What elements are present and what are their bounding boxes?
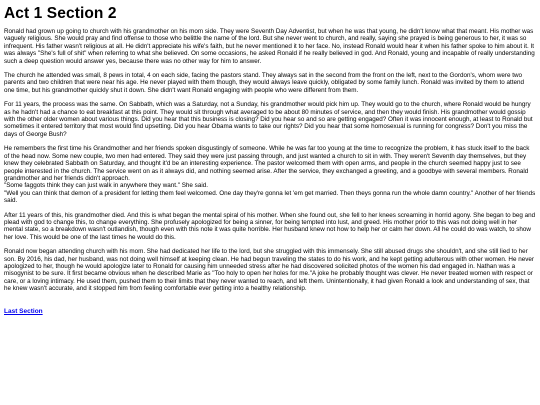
paragraph: After 11 years of this, his grandmother died. And this is what began the mental spiral of his mother. When she found out, she fell to her knees screaming in horrid agony. She began to beg and plead with god to change this, to change everything. She profusely apologized for being a sinner, for being tempted into lust, and greed. His mother prior to this was not doing well in her mental state, so a breakdown wasn't outlandish, though even with this note it was quite horrible. Her husband knew not how to help her or calm her down. All he could do was watch, to show her love. This would be one of the last times he would do this. — [4, 211, 536, 241]
paragraph: Ronald had grown up going to church with his grandmother on his mom side. They were Seventh Day Adventist, but when he was that young, he didn't know what that meant. His mother was vaguely religious. She would pray and find offense to those who belittle the name of the lord. But she never went to church, and really, saying she prayed is being generous to her, it was so infrequent. His father wasn't religious at all. He didn't appreciate his wife's faith, but he never mentioned it to her face. No, instead Ronald would hear it when his father spoke to him about it. It was always "She's full of shit" when referring to what she believed. On some occasions, he asked Ronald if he really believed in god. And Ronald, young and incapable of really understanding such a deep question would answer yes, because there was no other way for him to answer. — [4, 28, 535, 65]
paragraph: He remembers the first time his Grandmother and her friends spoken disgustingly of someone. While he was far too young at the time to recognize the problem, it has stuck itself to the back of the head now. Some new couple, two men had entered. They said they were just passing through, and just wanted a church to sit in with. They weren't Seventh day themselves, but they knew they celebrated Sabbath on Saturday, and thought it'd be an interesting experience. The pastor welcomed them with open arms, and people in the church seemed happy just to see people interested in the church. The service went on as it always did, and nothing seemed arise. After the service, they exchanged a greeting, and a goodbye with several members. Ronald grandmother and her friends didn't approach. — [4, 145, 530, 182]
dialogue-line: "Well you can think that demon of a president for letting them feel welcomed. One day they're gonna let 'em get married. Then theys gonna run the whole damn country." Another of her friends said. — [4, 189, 536, 205]
paragraph: Ronald now began attending church with his mom. She had dedicated her life to the lord, but she struggled with this immensely. She still abused drugs she shouldn't, and she still lied to her son. By 2016, his dad, her husband, was not doing well himself at keeping clean. He had begun traveling the states to do his work, and he kept getting adulterous with other women. He never apologized to her, though he would apologize later to Ronald for causing him unneeded stress after he had discovered solicited photos of the women his dad engaged in. Nathan was a misogynist to be sure. It first became obvious when he described Marie as "Too holy to open her holes for me."A joke he probably thought was clever. He never treated women with respect or care, or a loving intimacy. He used them, pushed them to their limits that they never wanted to reach, and left them. Unintentionally, it had given Ronald a look and understanding of sex, that he knew wasn't accurate, and it stopped him from feeling comfortable ever getting into a healthy relationship. — [4, 248, 534, 293]
paragraph: For 11 years, the process was the same. On Sabbath, which was a Saturday, not a Sunday, his grandmother would pick him up. They would go to the church, where Ronald would be hungry as he hadn't had a chance to eat breakfast at this point. They would sit through what averaged to be about 80 minutes of service, and then they would finish. His grandmother would gossip with the other older women about various things. Did you hear that this business is closing? Did you hear so and so are getting engaged? Often it was innocent enough, at least to Ronald but sometimes it entered territory that most would find upsetting. Did you hear Obama wants to take our rights? Did you hear that some homosexual is running for congress? Don't you miss the days of George Bush? — [4, 101, 533, 138]
dialogue-line: "Some faggots think they can just walk in anywhere they want." She said. — [4, 182, 208, 190]
last-section-link[interactable]: Last Section — [4, 307, 43, 315]
paragraph: The church he attended was small, 8 pews in total, 4 on each side, facing the pastors stand. They always sat in the second from the front on the left, next to the Gordon's, whom were two parents and two children that were near his age. He never played with them though, they would always leave quickly, obligated by some family lunch. Ronald was invited by them to attend one time, but his grandmother quickly shut it down. She didn't want Ronald engaging with people who were different from them. — [4, 72, 525, 94]
page-title: Act 1 Section 2 — [4, 5, 117, 22]
